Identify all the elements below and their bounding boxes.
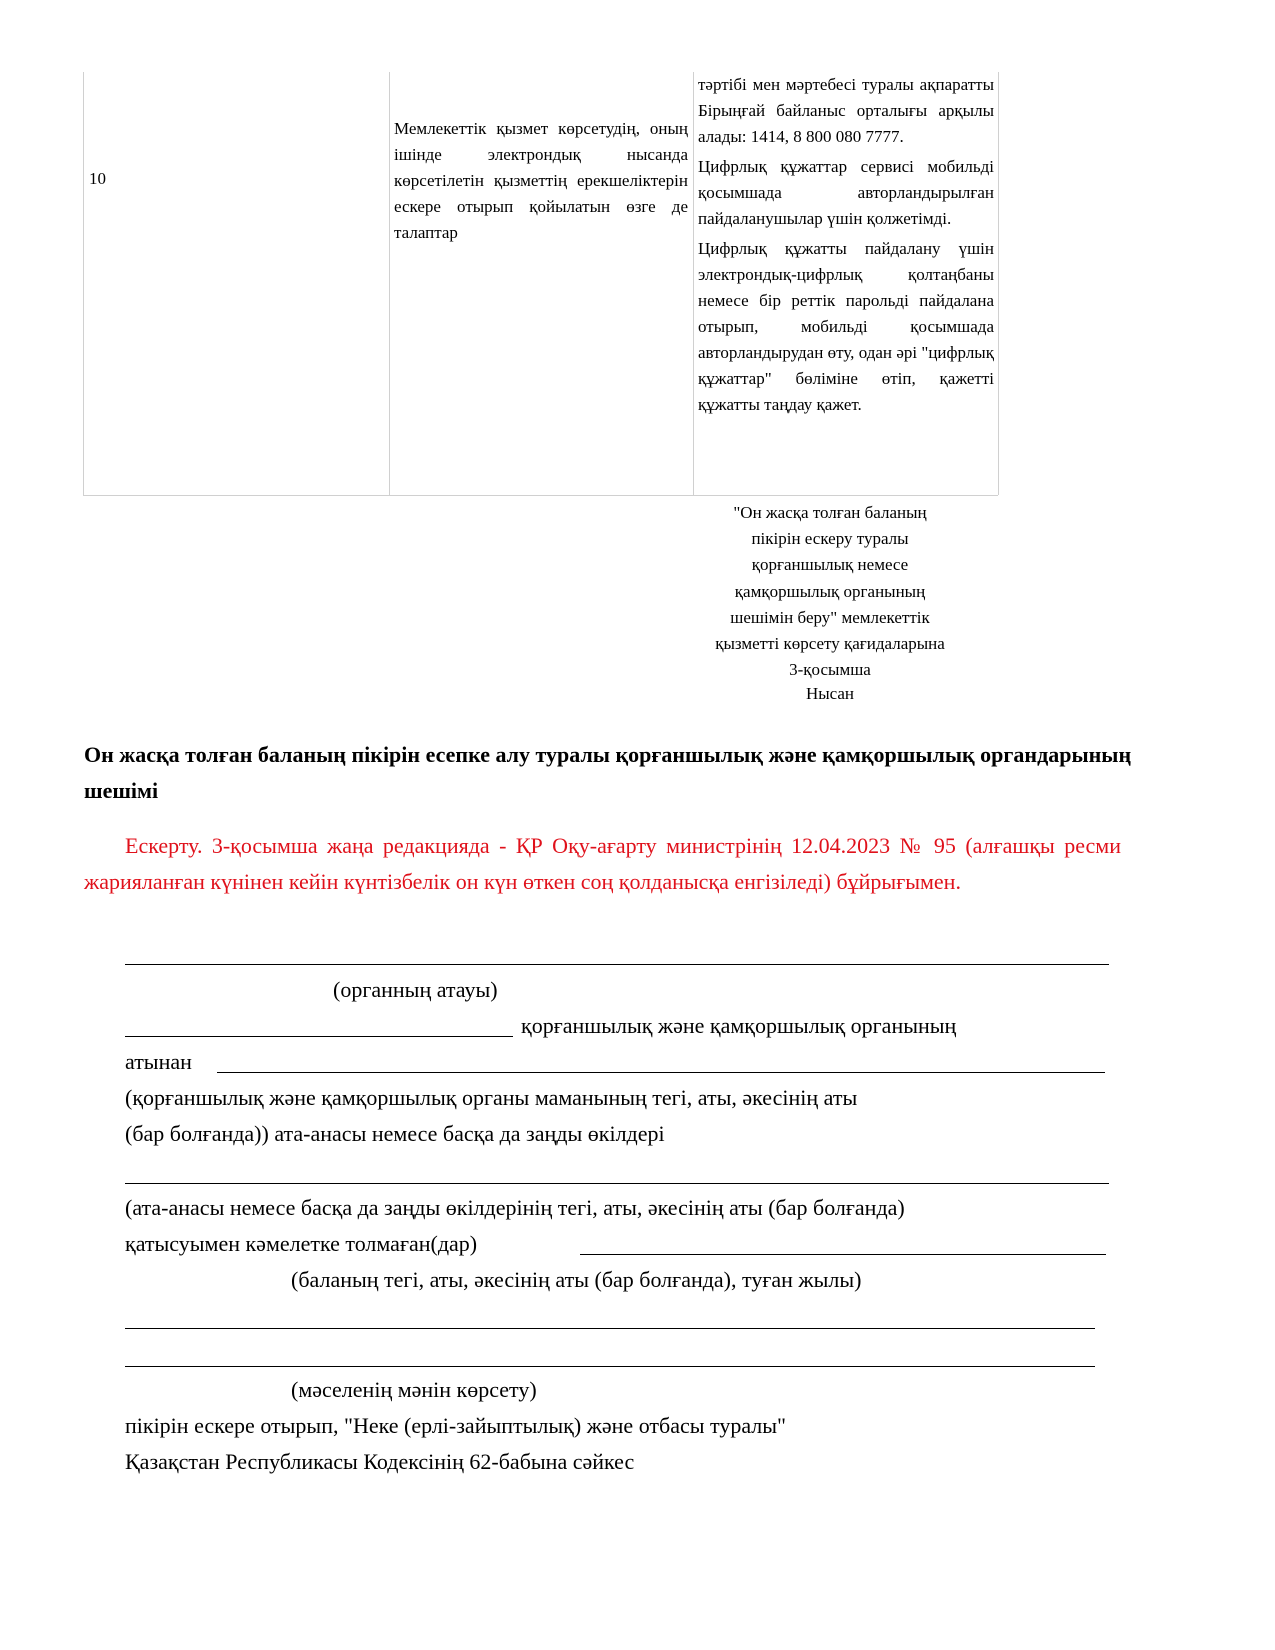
- issue-caption: (мәселенің мәнін көрсету): [291, 1377, 537, 1402]
- organ-name-blank: [125, 964, 1109, 965]
- guardianship-organ-text: қорғаншылық және қамқоршылық органының: [521, 1013, 957, 1038]
- child-caption: (баланың тегі, аты, әкесінің аты (бар болғанда), туған жылы): [291, 1267, 862, 1292]
- details-paragraph-usage: Цифрлық құжатты пайдалану үшін электрондық-цифрлық қолтаңбаны немесе бір реттік парольді пайдалана отырып, мобильді қосымшада авторландырудан өту, одан әрі "цифрлық құжаттар" бөліміне өтіп, қажетті құжатты таңдау қажет.: [698, 239, 994, 414]
- specialist-caption-1: (қорғаншылық және қамқоршылық органы маманының тегі, аты, әкесінің аты: [125, 1085, 858, 1110]
- details-text: [698, 72, 994, 422]
- amendment-note: Ескерту. 3-қосымша жаңа редакцияда - ҚР Оқу-ағарту министрінің 12.04.2023 № 95 (алғашқы ресми жарияланған күнінен кейін күнтізбелік он күн өткен соң қолданысқа енгізіледі) бұйрығымен.: [84, 833, 1121, 894]
- annex-line: қамқоршылық органының: [734, 581, 926, 601]
- on-behalf-label: атынан: [125, 1049, 192, 1074]
- annex-line: қызметті көрсету қағидаларына: [715, 634, 945, 654]
- minors-label: қатысуымен кәмелетке толмаған(дар): [125, 1231, 478, 1256]
- annex-line: пікірін ескеру туралы: [751, 529, 909, 549]
- parents-name-blank: [125, 1183, 1109, 1184]
- annex-line: 3-қосымша: [789, 660, 871, 680]
- requirement-text: Мемлекеттік қызмет көрсетудің, оның ішінде электрондық нысанда көрсетілетін қызметтің ерекшеліктерін ескере отырып қойылатын өзге де талаптар: [394, 119, 688, 242]
- table-cell-number: [84, 72, 389, 495]
- services-table: [83, 72, 998, 496]
- parents-caption: (ата-анасы немесе басқа да заңды өкілдерінің тегі, аты, әкесінің аты (бар болғанда): [125, 1195, 905, 1220]
- details-paragraph-contact: тәртібі мен мәртебесі туралы ақпаратты Бірыңғай байланыс орталығы арқылы алады: 1414, 8 800 080 7777.: [698, 75, 994, 146]
- form-label: Нысан: [805, 684, 855, 703]
- annex-reference: [695, 500, 965, 683]
- closing-line-1: пікірін ескере отырып, "Неке (ерлі-зайыптылық) және отбасы туралы": [125, 1413, 787, 1438]
- issue-blank-2: [125, 1366, 1095, 1367]
- table-cell-requirement: [389, 72, 694, 495]
- document-title: Он жасқа толған баланың пікірін есепке алу туралы қорғаншылық және қамқоршылық органдарының шешімі: [84, 742, 1132, 803]
- issue-blank-1: [125, 1328, 1095, 1329]
- organ-name-caption: (органның атауы): [333, 977, 498, 1002]
- closing-line-2: Қазақстан Республикасы Кодексінің 62-бабына сәйкес: [125, 1449, 635, 1474]
- row-number: 10: [89, 169, 106, 188]
- details-paragraph-service: Цифрлық құжаттар сервисі мобильді қосымшада авторландырылған пайдаланушылар үшін қолжетімді.: [698, 157, 994, 228]
- child-name-blank: [580, 1254, 1106, 1255]
- annex-line: қорғаншылық немесе: [751, 555, 909, 575]
- organ-blank-2: [125, 1036, 513, 1037]
- specialist-name-blank: [217, 1072, 1105, 1073]
- table-cell-details: [693, 72, 999, 495]
- annex-line: шешімін беру" мемлекеттік: [730, 607, 930, 627]
- specialist-caption-2: (бар болғанда)) ата-анасы немесе басқа да заңды өкілдері: [125, 1121, 665, 1146]
- annex-line: "Он жасқа толған баланың: [733, 503, 927, 522]
